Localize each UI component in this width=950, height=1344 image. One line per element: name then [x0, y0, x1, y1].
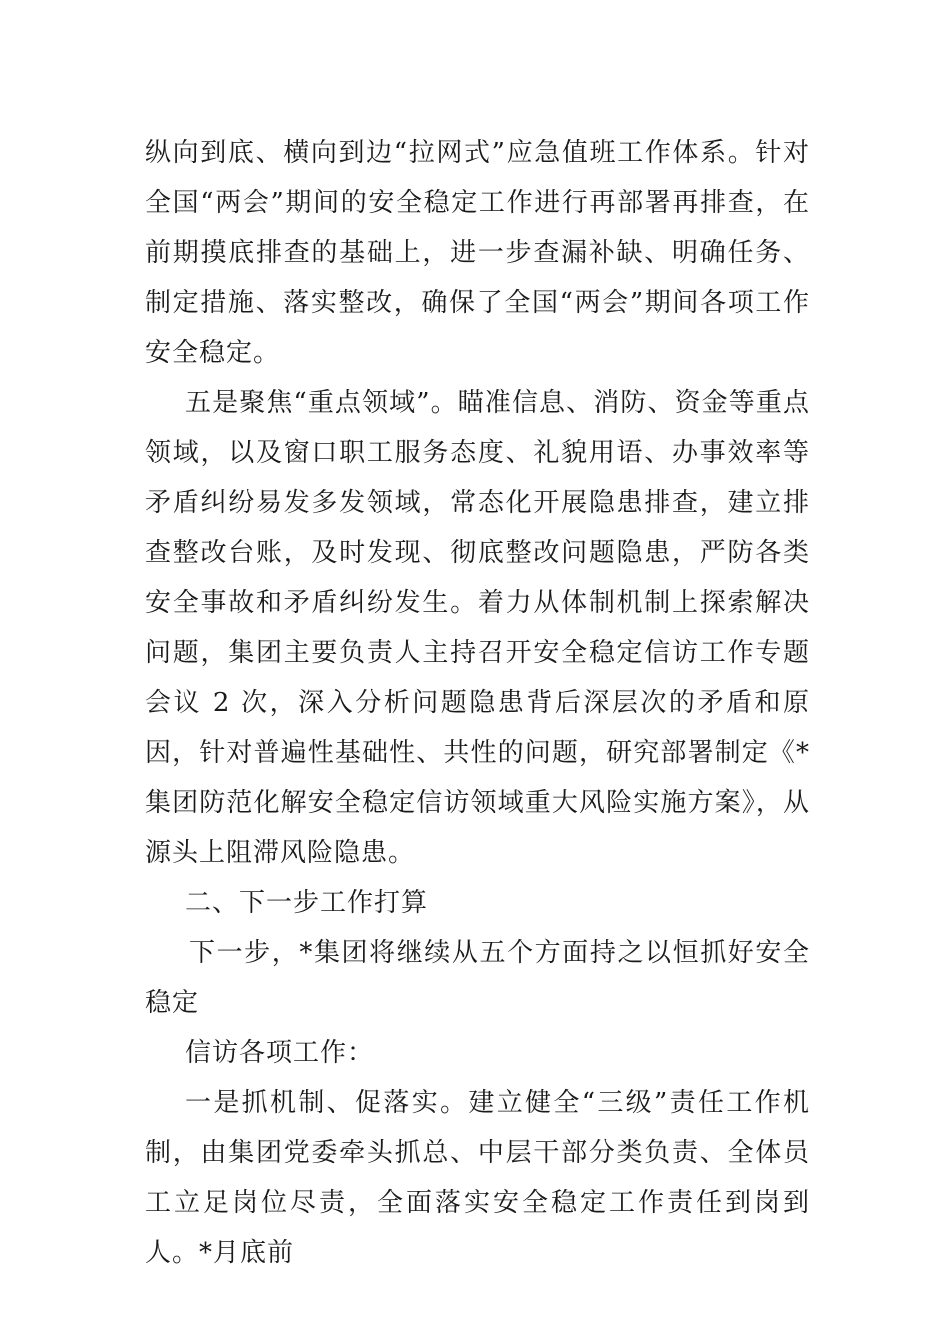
paragraph-petition-work: 信访各项工作： — [185, 1038, 375, 1068]
paragraph-focus-key-areas: 五是聚焦“重点领域”。瞄准信息、消防、资金等重点领域，以及窗口职工服务态度、礼貌用语、办事效率等矛盾纠纷易发多发领域，常态化开展隐患排查，建立排查整改台账，及时发现、彻底整改问题隐患，严防各类安全事故和矛盾纠纷发生。着力从体制机制上探索解决问题，集团主要负责人主持召开安全稳定信访工作专题会议 2 次，深入分析问题隐患背后深层次的矛盾和原因，针对普遍性基础性、共性的问题，研究部署制定《*集团防范化解安全稳定信访领域重大风险实施方案》，从源头上阻滞风险隐患。 — [145, 388, 810, 868]
document-body — [145, 128, 810, 1278]
section-heading-next-steps: 二、下一步工作打算 — [185, 888, 429, 918]
paragraph-next-step-intro: 下一步，*集团将继续从五个方面持之以恒抓好安全稳定 — [145, 938, 810, 1018]
paragraph-mechanism: 一是抓机制、促落实。建立健全“三级”责任工作机制，由集团党委牵头抓总、中层干部分类负责、全体员工立足岗位尽责，全面落实安全稳定工作责任到岗到人。*月底前 — [145, 1088, 810, 1268]
paragraph-continuation: 纵向到底、横向到边“拉网式”应急值班工作体系。针对全国“两会”期间的安全稳定工作进行再部署再排查，在前期摸底排查的基础上，进一步查漏补缺、明确任务、制定措施、落实整改，确保了全国“两会”期间各项工作安全稳定。 — [145, 138, 810, 368]
